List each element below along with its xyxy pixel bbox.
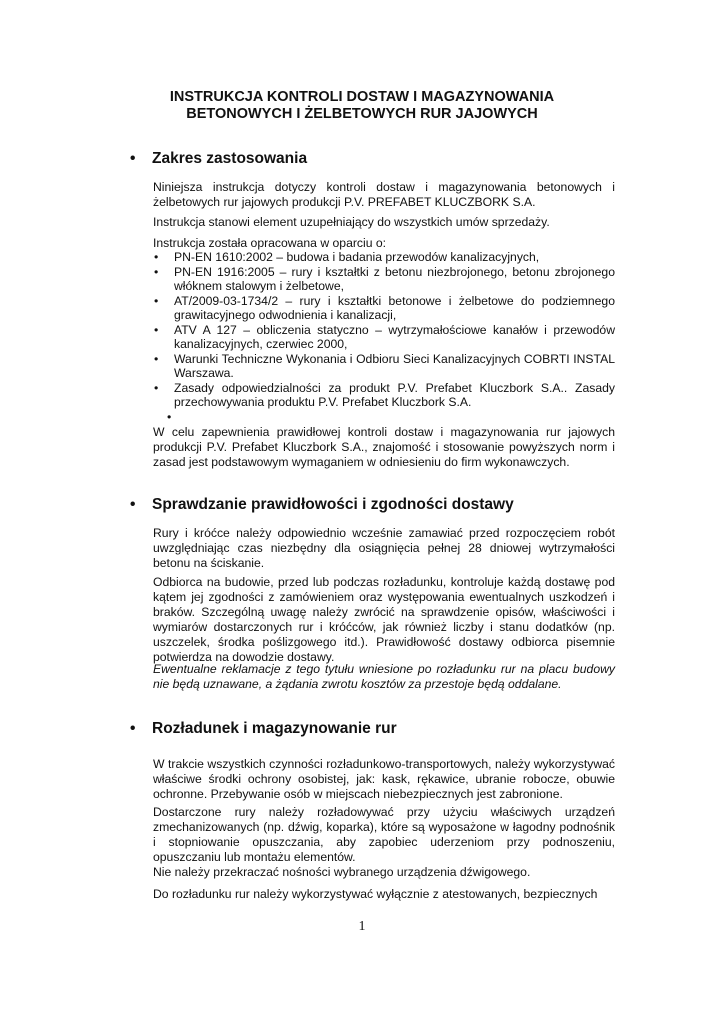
document-title-line-2: BETONOWYCH I ŻELBETOWYCH RUR JAJOWYCH <box>186 106 538 122</box>
list-item-text: Warunki Techniczne Wykonania i Odbioru Sieci Kanalizacyjnych COBRTI INSTAL Warszawa. <box>174 351 615 380</box>
list-bullet: • <box>154 250 159 264</box>
page-number: 1 <box>358 919 366 934</box>
paragraph: Odbiorca na budowie, przed lub podczas rozładunku, kontroluje każdą dostawę pod kątem jej zgodności z zamówieniem oraz występowania ewentualnych uszkodzeń i braków. Szczególną uwagę należy zwrócić na sprawdzenie opisów, właściwości i wymiarów dostarczonych rur i króćców, jak również liczby i stanu dodatków (np. uszczelek, środka poślizgowego itd.). Prawidłowość dostawy odbiorca pisemnie potwierdza na dowodzie dostawy. <box>153 575 615 664</box>
paragraph: Do rozładunku rur należy wykorzystywać wyłącznie z atestowanych, bezpiecznych <box>153 887 598 901</box>
heading-bullet: • <box>130 720 136 737</box>
section-heading-text: Sprawdzanie prawidłowości i zgodności dostawy <box>152 496 514 513</box>
standards-list <box>153 250 615 424</box>
paragraph: Niniejsza instrukcja dotyczy kontroli dostaw i magazynowania betonowych i żelbetowych rur jajowych produkcji P.V. PREFABET KLUCZBORK S.A. <box>153 180 615 209</box>
list-bullet: • <box>154 293 159 308</box>
list-bullet: • <box>154 264 159 279</box>
list-bullet: • <box>167 409 172 424</box>
paragraph: Dostarczone rury należy rozładowywać przy użyciu właściwych urządzeń zmechanizowanych (np. dźwig, koparka), które są wyposażone w łagodny podnośnik i stopniowanie opuszczania, aby zapobiec uderzeniom przy podnoszeniu, opuszczaniu lub montażu elementów. <box>153 805 615 864</box>
list-item <box>153 265 615 294</box>
section-heading-scope <box>130 150 307 168</box>
section-heading-delivery-check <box>130 496 514 514</box>
list-item-text: AT/2009-03-1734/2 – rury i kształtki betonowe i żelbetowe do podziemnego grawitacyjnego odwodnienia i kanalizacji, <box>174 293 615 322</box>
list-bullet: • <box>154 351 159 366</box>
list-item <box>153 323 615 352</box>
paragraph: Rury i króćce należy odpowiednio wcześnie zamawiać przed rozpoczęciem robót uwzględniając czas niezbędny dla osiągnięcia pełnej 28 dniowej wytrzymałości betonu na ściskanie. <box>153 526 615 570</box>
paragraph-italic-note: Ewentualne reklamacje z tego tytułu wniesione po rozładunku rur na placu budowy nie będą uznawane, a żądania zwrotu kosztów za przestoje będą oddalane. <box>153 662 615 691</box>
section-heading-unloading <box>130 720 397 738</box>
list-bullet: • <box>154 380 159 395</box>
list-item-text: ATV A 127 – obliczenia statyczno – wytrzymałościowe kanałów i przewodów kanalizacyjnych, czerwiec 2000, <box>174 322 615 351</box>
paragraph: Instrukcja została opracowana w oparciu o: <box>153 236 387 250</box>
paragraph: Nie należy przekraczać nośności wybranego urządzenia dźwigowego. <box>153 865 531 879</box>
section-heading-text: Zakres zastosowania <box>152 150 308 167</box>
list-item <box>153 250 615 265</box>
list-item-text: PN-EN 1610:2002 – budowa i badania przewodów kanalizacyjnych, <box>174 250 540 264</box>
list-item-empty <box>153 410 615 425</box>
list-bullet: • <box>154 322 159 337</box>
list-item-text: PN-EN 1916:2005 – rury i kształtki z betonu niezbrojonego, betonu zbrojonego włóknem stalowym i żelbetowe, <box>174 264 615 293</box>
list-item-text: Zasady odpowiedzialności za produkt P.V. Prefabet Kluczbork S.A.. Zasady przechowywania produktu P.V. Prefabet Kluczbork S.A. <box>174 380 615 409</box>
paragraph: Instrukcja stanowi element uzupełniający do wszystkich umów sprzedaży. <box>153 215 550 229</box>
list-item <box>153 352 615 381</box>
heading-bullet: • <box>130 496 136 513</box>
list-item-text <box>167 410 615 425</box>
list-item <box>153 381 615 410</box>
document-title-line-1: INSTRUKCJA KONTROLI DOSTAW I MAGAZYNOWANIA <box>169 89 555 105</box>
heading-bullet: • <box>130 150 136 167</box>
paragraph: W celu zapewnienia prawidłowej kontroli dostaw i magazynowania rur jajowych produkcji P.V. Prefabet Kluczbork S.A., znajomość i stosowanie powyższych norm i zasad jest podstawowym wymaganiem w odniesieniu do firm wykonawczych. <box>153 425 615 469</box>
paragraph: W trakcie wszystkich czynności rozładunkowo-transportowych, należy wykorzystywać właściwe środki ochrony osobistej, jak: kask, rękawice, ubranie robocze, obuwie ochronne. Przebywanie osób w miejscach niebezpiecznych jest zabronione. <box>153 757 615 801</box>
list-item <box>153 294 615 323</box>
section-heading-text: Rozładunek i magazynowanie rur <box>152 720 397 737</box>
